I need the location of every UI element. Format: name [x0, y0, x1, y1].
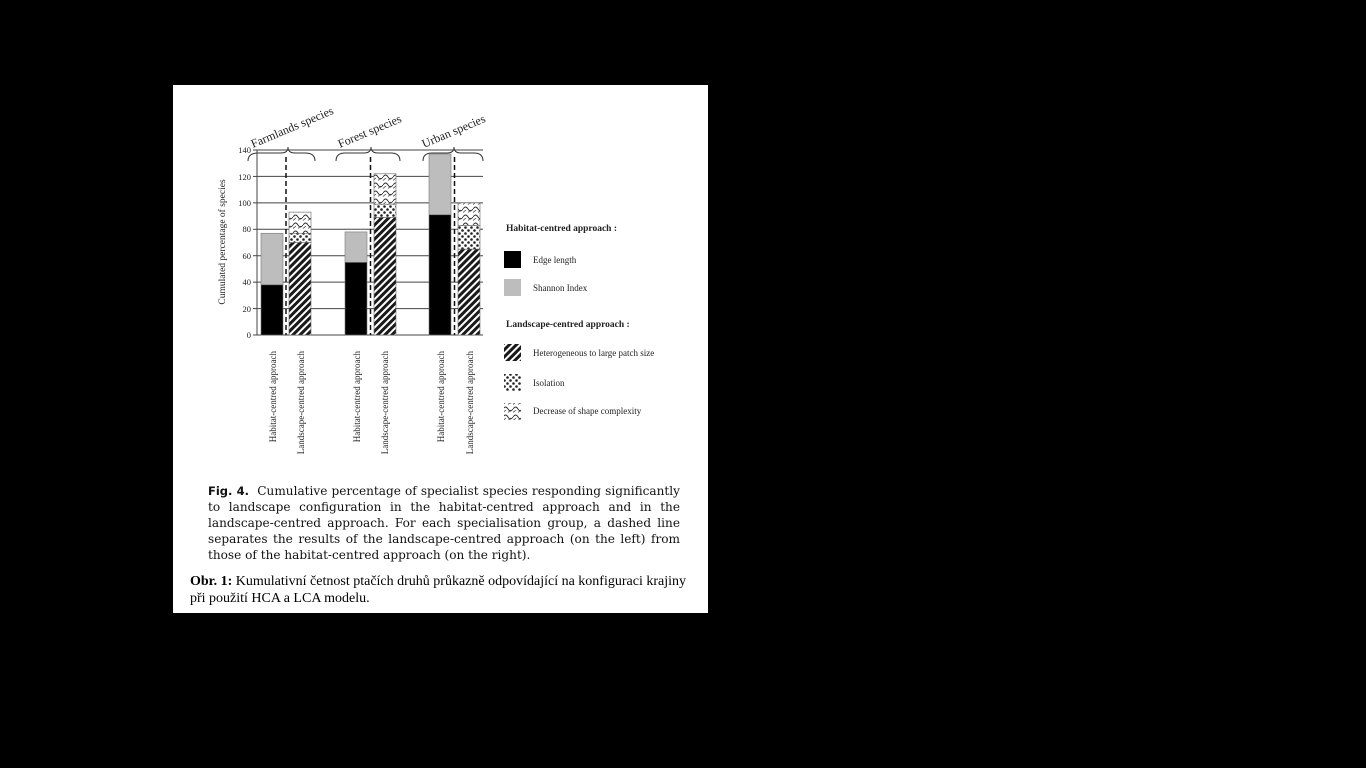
- legend-swatch-shape-complexity: [504, 403, 521, 420]
- figure-caption-label: Fig. 4.: [208, 484, 250, 498]
- czech-caption: [190, 573, 690, 607]
- bar-urban-landscape-isolation: [458, 225, 480, 249]
- bar-farmlands-landscape-isolation: [289, 233, 311, 242]
- legend-swatch-heterogeneous: [504, 344, 521, 361]
- legend-swatch-isolation: [504, 374, 521, 391]
- legend-title-habitat: Habitat-centred approach :: [506, 224, 618, 234]
- y-tick-label: 80: [242, 224, 251, 234]
- figure-page: [173, 85, 708, 613]
- legend-label-shannon-index: Shannon Index: [533, 283, 588, 293]
- bar-urban-landscape-heterogeneous-to-large-patch-size: [458, 249, 480, 335]
- bar-urban-habitat-edge-length: [429, 215, 451, 335]
- y-axis-label: Cumulated percentage of species: [218, 179, 228, 305]
- y-tick-label: 120: [238, 172, 251, 182]
- x-label-forest-landscape: Landscape-centred approach: [380, 351, 390, 455]
- y-tick-label: 20: [242, 304, 251, 314]
- bar-forest-habitat-edge-length: [345, 262, 367, 335]
- bar-forest-landscape-heterogeneous-to-large-patch-size: [374, 217, 396, 335]
- bar-urban-landscape-decrease-of-shape-complexity: [458, 203, 480, 225]
- czech-caption-label: Obr. 1:: [190, 574, 233, 589]
- group-label-urban: Urban species: [419, 111, 488, 151]
- y-tick-label: 0: [246, 330, 251, 340]
- legend-label-heterogeneous: Heterogeneous to large patch size: [533, 348, 655, 358]
- figure-caption-text: Cumulative percentage of specialist species responding significantly to landscape configuration in the habitat-centred approach and in the landscape-centred approach. For each specialisation group, a dashed line separates the results of the landscape-centred approach (on the left) from those of the habitat-centred approach (on the right).: [208, 484, 680, 562]
- group-label-forest: Forest species: [335, 111, 404, 151]
- y-tick-label: 100: [238, 198, 251, 208]
- bar-farmlands-habitat-edge-length: [261, 285, 283, 335]
- bar-forest-habitat-shannon-index: [345, 232, 367, 262]
- legend-label-edge-length: Edge length: [533, 255, 577, 265]
- legend-swatch-shannon-index: [504, 279, 521, 296]
- bar-forest-landscape-isolation: [374, 204, 396, 217]
- czech-caption-text: Kumulativní četnost ptačích druhů průkazně odpovídající na konfiguraci krajiny při použití HCA a LCA modelu.: [190, 574, 686, 606]
- legend-title-landscape: Landscape-centred approach :: [506, 320, 630, 330]
- x-label-urban-landscape: Landscape-centred approach: [465, 351, 475, 455]
- y-tick-label: 60: [242, 251, 251, 261]
- x-label-urban-habitat: Habitat-centred approach: [436, 351, 446, 443]
- y-tick-label: 140: [238, 145, 251, 155]
- bar-forest-landscape-decrease-of-shape-complexity: [374, 174, 396, 204]
- legend-label-isolation: Isolation: [533, 378, 565, 388]
- legend-label-shape-complexity: Decrease of shape complexity: [533, 406, 642, 416]
- legend-swatch-edge-length: [504, 251, 521, 268]
- y-tick-label: 40: [242, 277, 251, 287]
- legend: [504, 224, 654, 420]
- bar-farmlands-landscape-heterogeneous-to-large-patch-size: [289, 243, 311, 336]
- x-label-forest-habitat: Habitat-centred approach: [352, 351, 362, 443]
- bar-urban-habitat-shannon-index: [429, 154, 451, 215]
- group-label-farmlands: Farmlands species: [248, 103, 336, 151]
- bar-farmlands-habitat-shannon-index: [261, 233, 283, 285]
- x-label-farmlands-landscape: Landscape-centred approach: [296, 351, 306, 455]
- stacked-bar-chart: [173, 85, 708, 480]
- figure-caption: [208, 483, 680, 563]
- x-label-farmlands-habitat: Habitat-centred approach: [268, 351, 278, 443]
- group-brace-forest: [336, 147, 400, 161]
- bar-farmlands-landscape-decrease-of-shape-complexity: [289, 212, 311, 233]
